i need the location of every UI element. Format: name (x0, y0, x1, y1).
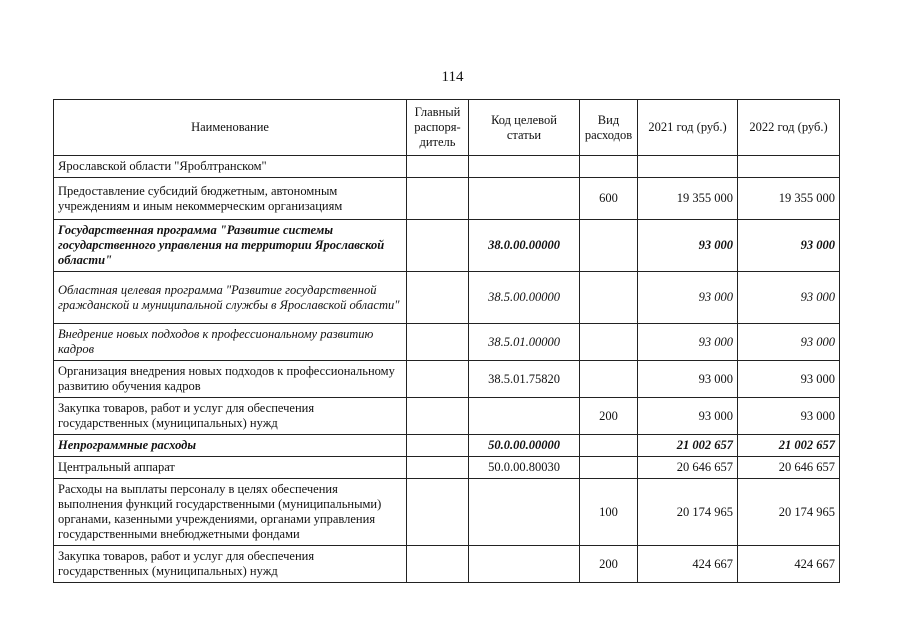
cell-manager (407, 178, 469, 220)
cell-name: Закупка товаров, работ и услуг для обеспечения государственных (муниципальных) нужд (54, 398, 407, 435)
table-row (54, 398, 840, 435)
cell-type: 200 (580, 546, 638, 583)
cell-2021: 19 355 000 (638, 178, 738, 220)
cell-code: 50.0.00.00000 (469, 435, 580, 457)
header-name: Наименование (54, 100, 407, 156)
cell-2021: 93 000 (638, 272, 738, 324)
cell-name: Центральный аппарат (54, 457, 407, 479)
cell-2022: 93 000 (738, 324, 840, 361)
cell-manager (407, 398, 469, 435)
cell-type (580, 156, 638, 178)
table-row (54, 272, 840, 324)
cell-2022: 20 174 965 (738, 479, 840, 546)
budget-table (53, 99, 840, 583)
cell-manager (407, 435, 469, 457)
cell-type (580, 272, 638, 324)
cell-manager (407, 546, 469, 583)
table-row (54, 479, 840, 546)
cell-code: 50.0.00.80030 (469, 457, 580, 479)
cell-name: Областная целевая программа "Развитие государственной гражданской и муниципальной службы в Ярославской области" (54, 272, 407, 324)
cell-2022: 93 000 (738, 272, 840, 324)
cell-code (469, 398, 580, 435)
cell-2022: 93 000 (738, 361, 840, 398)
cell-manager (407, 220, 469, 272)
cell-code (469, 479, 580, 546)
cell-name: Расходы на выплаты персоналу в целях обеспечения выполнения функций государственными (муниципальными) органами, казенными учреждениями, органами управления государственными внебюджетными фондами (54, 479, 407, 546)
cell-2021: 93 000 (638, 361, 738, 398)
header-code: Код целевой статьи (469, 100, 580, 156)
cell-type (580, 361, 638, 398)
cell-2021 (638, 156, 738, 178)
header-manager: Главный распоря-дитель (407, 100, 469, 156)
cell-2021: 93 000 (638, 398, 738, 435)
cell-code: 38.5.01.75820 (469, 361, 580, 398)
cell-code (469, 546, 580, 583)
table-row (54, 324, 840, 361)
cell-2021: 20 646 657 (638, 457, 738, 479)
cell-name: Внедрение новых подходов к профессиональному развитию кадров (54, 324, 407, 361)
cell-type (580, 220, 638, 272)
cell-name: Организация внедрения новых подходов к профессиональному развитию обучения кадров (54, 361, 407, 398)
cell-2021: 93 000 (638, 220, 738, 272)
cell-type (580, 435, 638, 457)
cell-code: 38.0.00.00000 (469, 220, 580, 272)
cell-2022: 20 646 657 (738, 457, 840, 479)
cell-type (580, 324, 638, 361)
page-number: 114 (441, 69, 464, 85)
cell-manager (407, 479, 469, 546)
cell-2021: 424 667 (638, 546, 738, 583)
cell-2022: 19 355 000 (738, 178, 840, 220)
cell-2022: 93 000 (738, 398, 840, 435)
cell-type (580, 457, 638, 479)
cell-2022: 21 002 657 (738, 435, 840, 457)
cell-code: 38.5.01.00000 (469, 324, 580, 361)
cell-code (469, 156, 580, 178)
cell-2022: 93 000 (738, 220, 840, 272)
table-row (54, 156, 840, 178)
table-row (54, 361, 840, 398)
table-row (54, 178, 840, 220)
header-2022: 2022 год (руб.) (738, 100, 840, 156)
cell-type: 200 (580, 398, 638, 435)
header-2021: 2021 год (руб.) (638, 100, 738, 156)
cell-name: Непрограммные расходы (54, 435, 407, 457)
cell-name: Государственная программа "Развитие системы государственного управления на территории Ярославской области" (54, 220, 407, 272)
cell-manager (407, 156, 469, 178)
cell-type: 600 (580, 178, 638, 220)
cell-code (469, 178, 580, 220)
cell-code: 38.5.00.00000 (469, 272, 580, 324)
cell-manager (407, 272, 469, 324)
table-row (54, 546, 840, 583)
table-row (54, 220, 840, 272)
cell-2022: 424 667 (738, 546, 840, 583)
cell-name: Ярославской области "Яроблтранском" (54, 156, 407, 178)
cell-2021: 20 174 965 (638, 479, 738, 546)
cell-2022 (738, 156, 840, 178)
cell-manager (407, 457, 469, 479)
cell-manager (407, 324, 469, 361)
cell-2021: 93 000 (638, 324, 738, 361)
header-type: Вид расходов (580, 100, 638, 156)
cell-name: Закупка товаров, работ и услуг для обеспечения государственных (муниципальных) нужд (54, 546, 407, 583)
table-row (54, 457, 840, 479)
table-row (54, 435, 840, 457)
cell-name: Предоставление субсидий бюджетным, автономным учреждениям и иным некоммерческим организациям (54, 178, 407, 220)
cell-2021: 21 002 657 (638, 435, 738, 457)
cell-manager (407, 361, 469, 398)
cell-type: 100 (580, 479, 638, 546)
table-header-row (54, 100, 840, 156)
